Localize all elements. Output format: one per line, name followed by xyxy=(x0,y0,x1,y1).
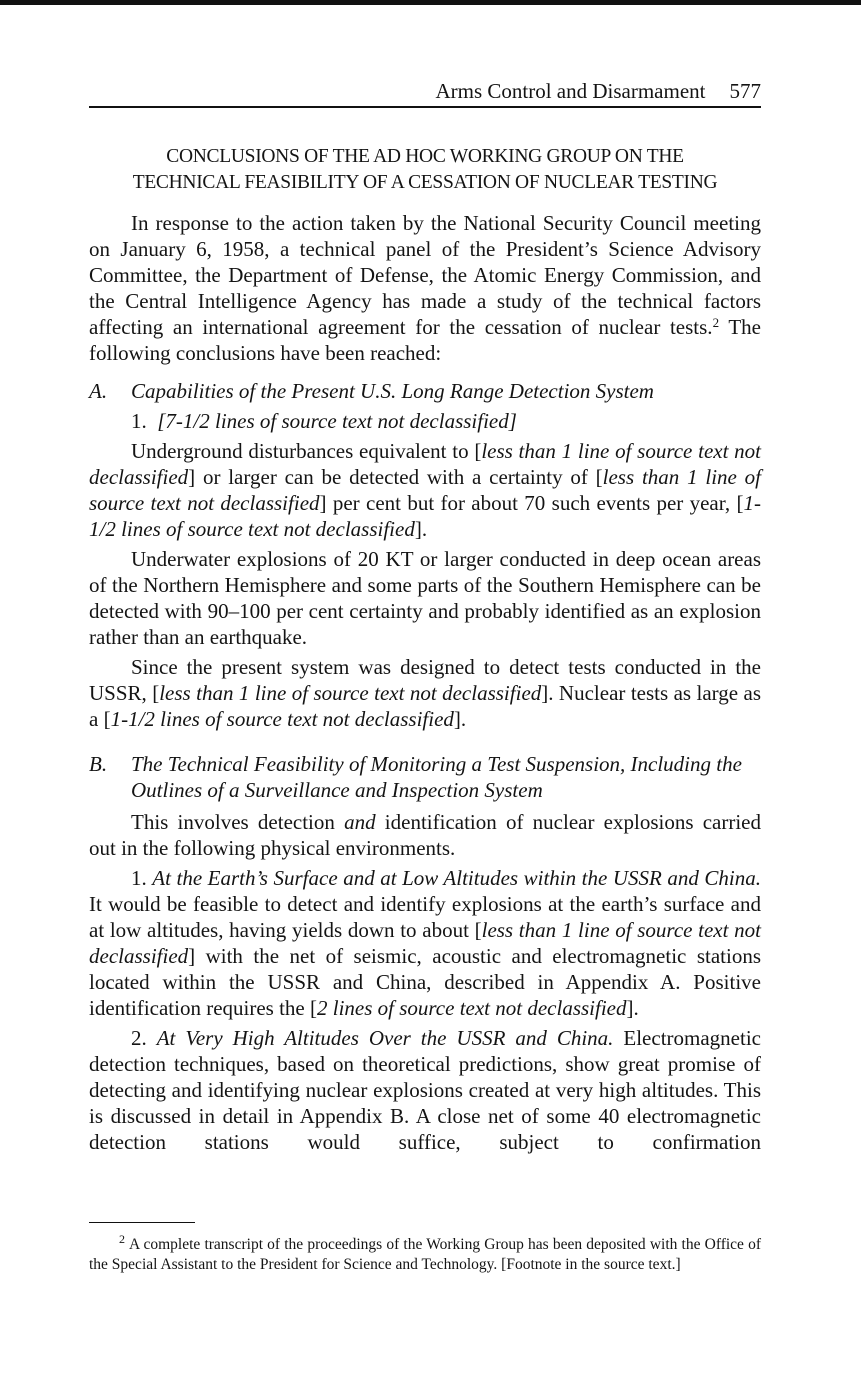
intro-paragraph xyxy=(89,210,761,366)
footnote-rule xyxy=(89,1222,195,1223)
title-line-2: TECHNICAL FEASIBILITY OF A CESSATION OF NUCLEAR TESTING xyxy=(132,172,718,193)
redaction-note: less than 1 line of source text not declassified xyxy=(89,918,761,968)
page-number: 577 xyxy=(729,79,761,103)
footnote-mark: 2 xyxy=(119,1232,125,1246)
header-rule xyxy=(89,106,761,108)
section-a-item-1 xyxy=(89,408,761,434)
title-line-1: CONCLUSIONS OF THE AD HOC WORKING GROUP ON THE xyxy=(166,146,684,167)
section-a-letter-text: A. xyxy=(89,379,108,403)
item-number: 2. xyxy=(131,1026,157,1050)
section-a-heading xyxy=(89,378,761,404)
text-run: Electromagnetic detection techniques, based on theoretical predictions, show great promise of detecting and identifying nuclear explosions created at very high altitudes. This is discussed in detail in Appendix B. A close net of some 40 electromagnetic detection stations would suffice, subject to confirmation xyxy=(89,1026,761,1154)
section-a-letter xyxy=(89,378,131,404)
section-b-title: The Technical Feasibility of Monitoring a Test Suspension, Including the Outlines of a Surveillance and Inspection System xyxy=(131,752,742,802)
redaction-note: 2 lines of source text not declassified xyxy=(317,996,627,1020)
redaction-note: less than 1 line of source text not declassified xyxy=(89,439,761,489)
section-b-heading xyxy=(89,751,761,803)
text-run: ] or larger can be detected with a certainty of [ xyxy=(188,465,603,489)
text-run: ] per cent but for about 70 such events per year, [ xyxy=(319,491,744,515)
section-a-paragraph-present-system xyxy=(89,654,761,732)
running-title: Arms Control and Disarmament xyxy=(435,79,706,103)
text-run: ]. xyxy=(453,707,467,731)
text-run: ]. Nuclear tests as large as a [ xyxy=(89,681,762,731)
item-number: 1. xyxy=(131,866,153,890)
text-run: Underground disturbances equivalent to [ xyxy=(131,439,482,463)
section-b-letter-text: B. xyxy=(89,752,108,776)
document-title xyxy=(83,144,767,196)
item-number: 1. xyxy=(131,409,147,433)
footnote xyxy=(89,1232,761,1275)
intro-text-after: The following conclusions have been reached: xyxy=(89,315,761,365)
redaction-note: 1-1/2 lines of source text not declassified xyxy=(110,707,454,731)
section-a-paragraph-underwater: Underwater explosions of 20 KT or larger conducted in deep ocean areas of the Northern Hemisphere and some parts of the Southern Hemisphere can be detected with 90–100 per cent certainty and probably identified as an explosion rather than an earthquake. xyxy=(89,547,761,649)
text-run: identification of nuclear explosions carried out in the following physical environments. xyxy=(89,810,761,860)
section-a-title: Capabilities of the Present U.S. Long Range Detection System xyxy=(131,379,654,403)
text-run: Since the present system was designed to detect tests conducted in the USSR, [ xyxy=(89,655,761,705)
running-head xyxy=(89,78,761,104)
footnote-reference: 2 xyxy=(712,315,720,330)
section-a-paragraph-underground xyxy=(89,438,761,542)
text-run: ]. xyxy=(414,517,428,541)
redaction-note: less than 1 line of source text not declassified xyxy=(159,681,542,705)
section-b-intro xyxy=(89,809,761,861)
text-run: ] with the net of seismic, acoustic and electromagnetic stations located within the USSR and China, described in Appendix A. Positive identification requires the [ xyxy=(89,944,761,1020)
text-run: It would be feasible to detect and identify explosions at the earth’s surface and at low altitudes, having yields down to about [ xyxy=(89,892,761,942)
emphasis: and xyxy=(344,810,376,834)
section-b-item-1 xyxy=(89,865,761,1021)
redaction-note: 1-1/2 lines of source text not declassified xyxy=(89,491,761,541)
item-heading: At Very High Altitudes Over the USSR and China. xyxy=(156,1026,614,1050)
intro-text: In response to the action taken by the National Security Council meeting on January 6, 1958, a technical panel of the President’s Science Advisory Committee, the Department of Defense, the Atomic Energy Commission, and the Central Intelligence Agency has made a study of the technical factors affecting an international agreement for the cessation of nuclear tests. xyxy=(89,211,761,339)
scan-top-edge xyxy=(0,0,861,5)
document-body xyxy=(89,210,761,1155)
item-text: [7-1/2 lines of source text not declassified] xyxy=(157,409,517,433)
text-run: This involves detection xyxy=(131,810,345,834)
section-b-item-2 xyxy=(89,1025,761,1155)
text-run: ]. xyxy=(626,996,639,1020)
item-heading: At the Earth’s Surface and at Low Altitudes within the USSR and China. xyxy=(152,866,762,890)
section-b-letter xyxy=(89,751,131,803)
redaction-note: less than 1 line of source text not declassified xyxy=(89,465,761,515)
footnote-text: A complete transcript of the proceedings of the Working Group has been deposited with the Office of the Special Assistant to the President for Science and Technology. [Footnote in the source text.] xyxy=(89,1236,761,1273)
